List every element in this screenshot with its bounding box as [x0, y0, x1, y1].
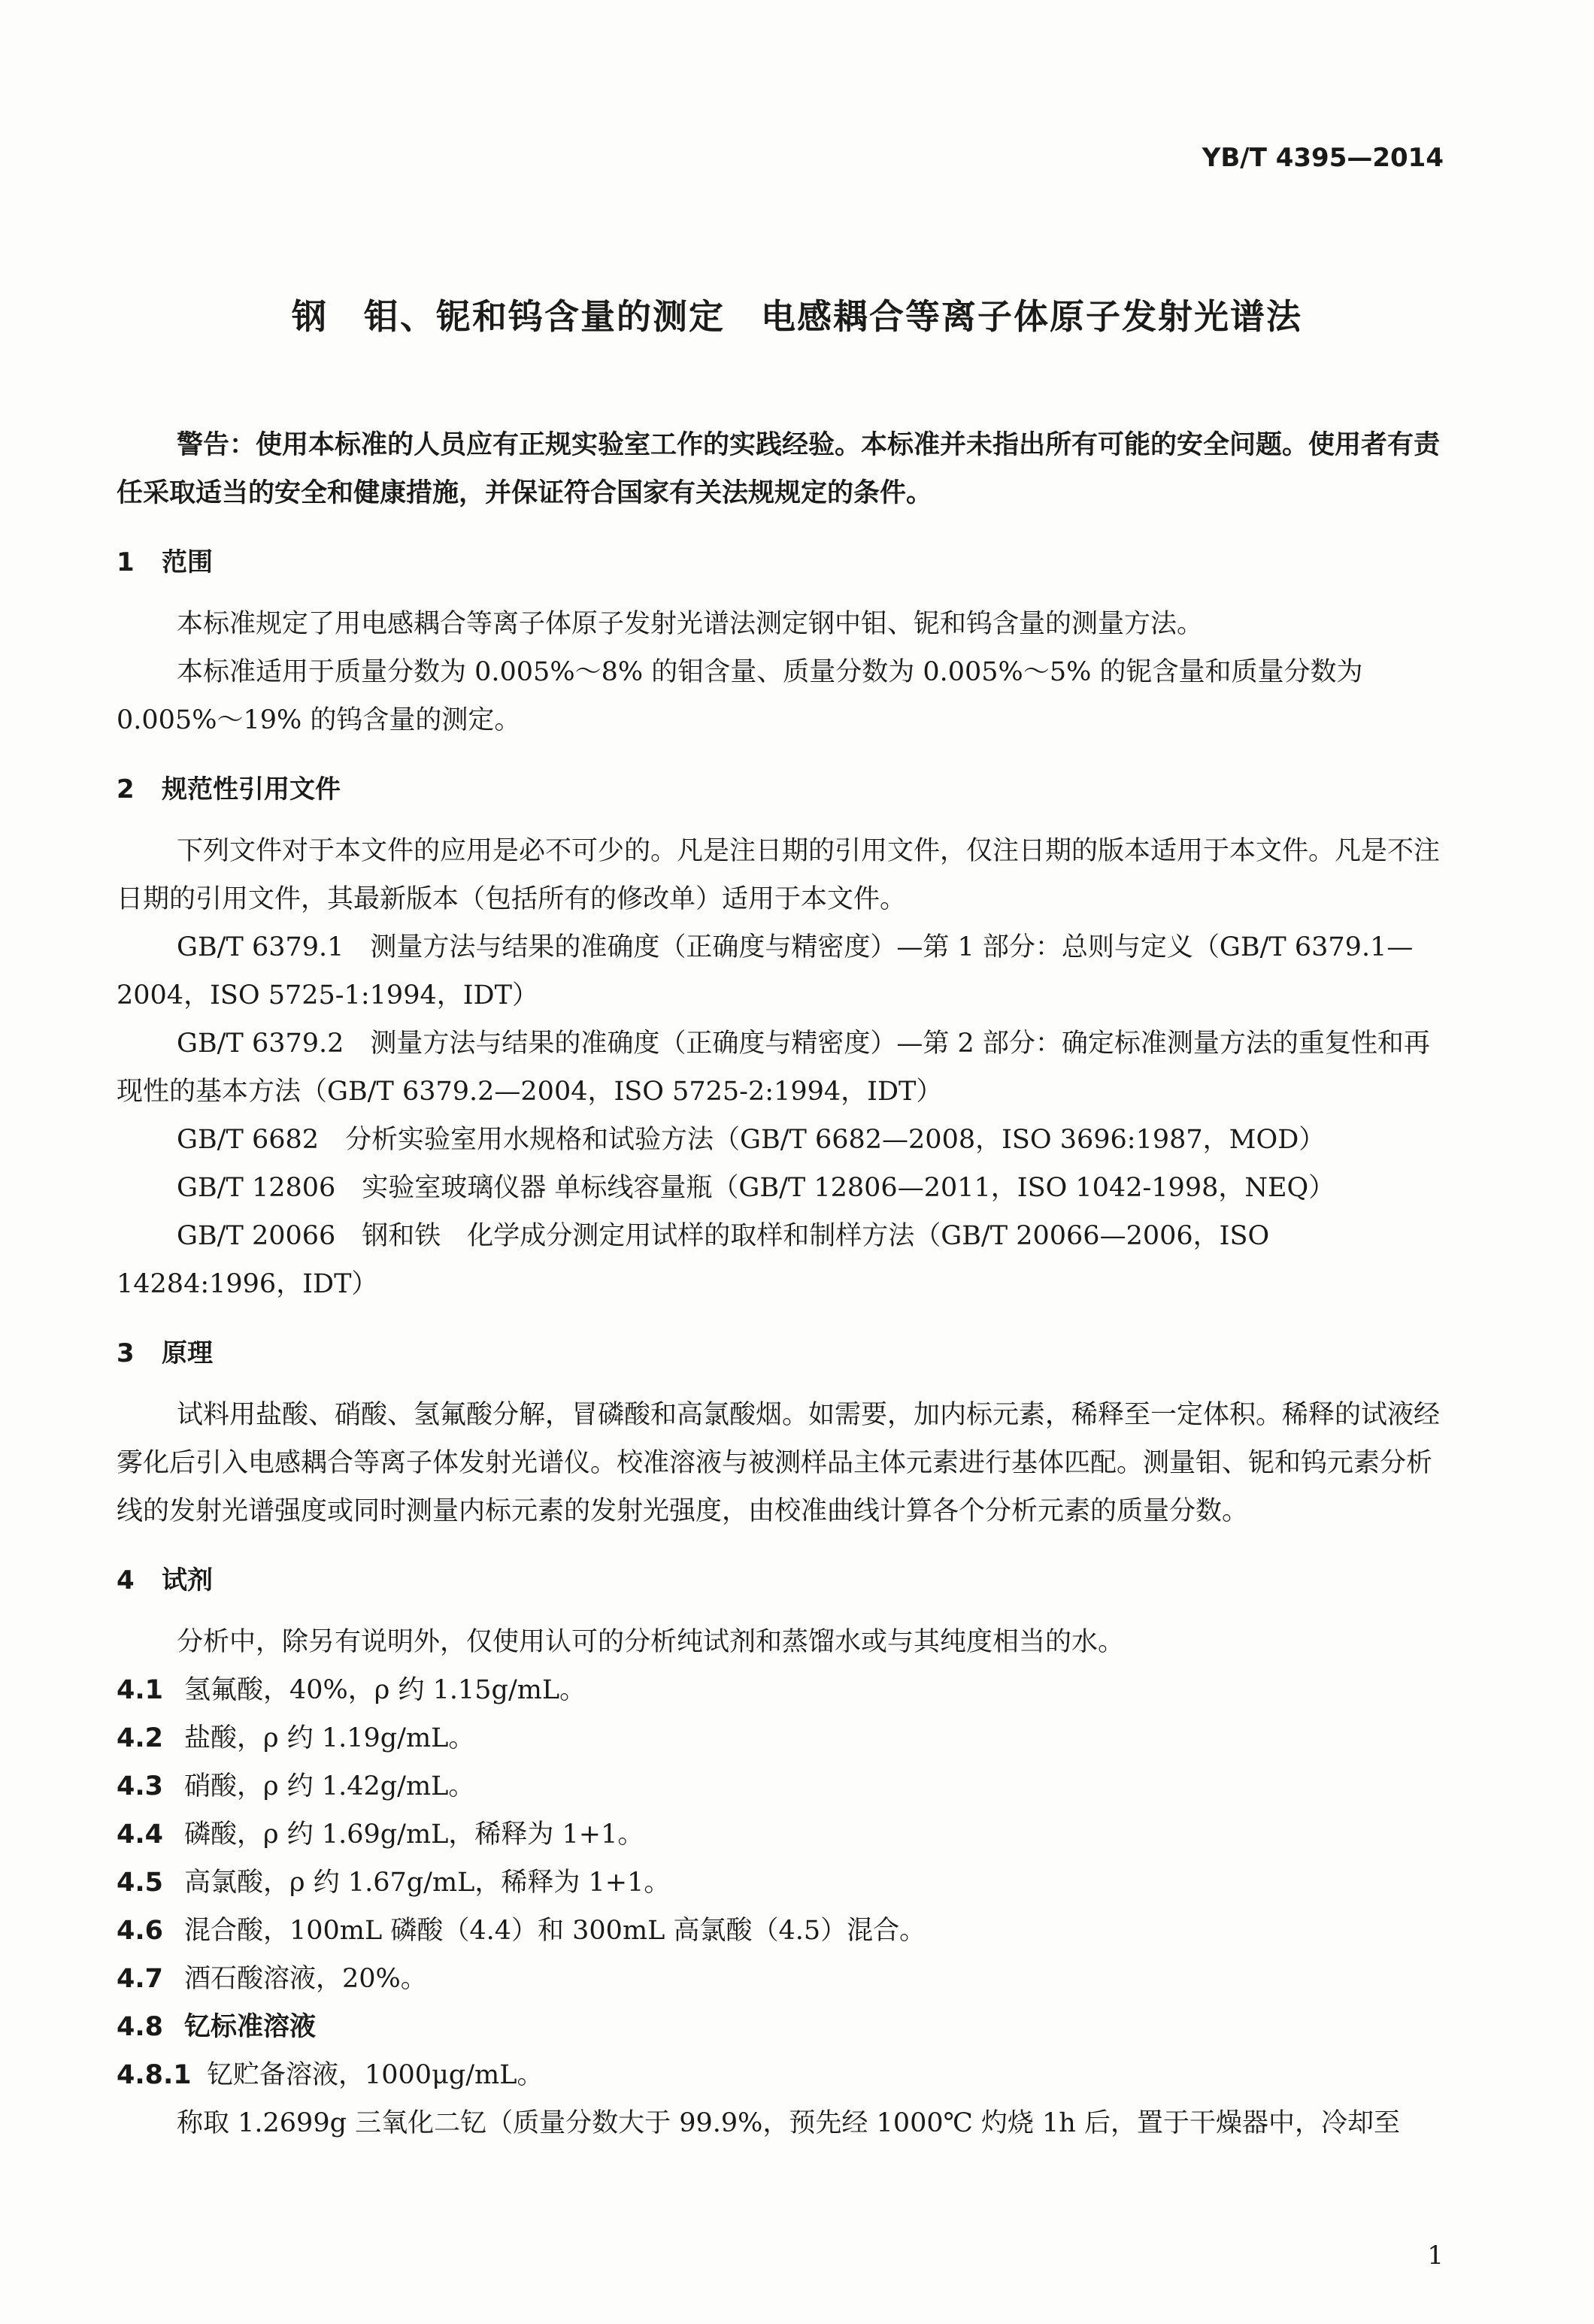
section-heading-reagents: [117, 1556, 1444, 1604]
item-number: 4.1: [117, 1675, 164, 1705]
item-text: 钇贮备溶液，1000μg/mL。: [207, 2060, 544, 2090]
document-body: [117, 421, 1444, 2147]
section-title: 范围: [162, 547, 213, 577]
reagents-intro: 分析中，除另有说明外，仅使用认可的分析纯试剂和蒸馏水或与其纯度相当的水。: [177, 1627, 1125, 1657]
document-title: 钢 钼、铌和钨含量的测定 电感耦合等离子体原子发射光谱法: [292, 296, 1302, 337]
page-number: 1: [1427, 2241, 1444, 2271]
reagent-item: [117, 2051, 1444, 2099]
item-text: 酒石酸溶液，20%。: [184, 1964, 427, 1994]
section-title: 试剂: [162, 1565, 213, 1595]
section-heading-principle: [117, 1329, 1444, 1377]
section-heading-scope: [117, 538, 1444, 586]
reagent-item: [117, 1907, 1444, 1955]
item-number: 4.6: [117, 1916, 164, 1946]
warning-paragraph: 警告：使用本标准的人员应有正规实验室工作的实践经验。本标准并未指出所有可能的安全问题。使用者有责任采取适当的安全和健康措施，并保证符合国家有关法规规定的条件。: [117, 429, 1441, 508]
item-number: 4.3: [117, 1771, 164, 1801]
item-text: 钇标准溶液: [184, 2011, 317, 2042]
reference-item: GB/T 20066 钢和铁 化学成分测定用试样的取样和制样方法（GB/T 20066—2006，ISO 14284:1996，IDT）: [117, 1221, 1270, 1299]
reagent-item: [117, 1762, 1444, 1810]
section-title: 原理: [162, 1338, 213, 1368]
reagent-item: [117, 1714, 1444, 1762]
normative-intro: 下列文件对于本文件的应用是必不可少的。凡是注日期的引用文件，仅注日期的版本适用于本文件。凡是不注日期的引用文件，其最新版本（包括所有的修改单）适用于本文件。: [117, 836, 1441, 914]
section-number: 3: [117, 1338, 135, 1368]
reagent-item: [117, 1810, 1444, 1859]
reference-item: GB/T 12806 实验室玻璃仪器 单标线容量瓶（GB/T 12806—2011，ISO 1042-1998，NEQ）: [177, 1173, 1335, 1203]
section-title: 规范性引用文件: [162, 774, 341, 804]
item-text: 磷酸，ρ 约 1.69g/mL，稀释为 1+1。: [184, 1820, 644, 1850]
item-text: 氢氟酸，40%，ρ 约 1.15g/mL。: [184, 1675, 586, 1705]
reference-item: GB/T 6379.2 测量方法与结果的准确度（正确度与精密度）—第 2 部分：确定标准测量方法的重复性和再现性的基本方法（GB/T 6379.2—2004，ISO 5725-2:1994，IDT）: [117, 1029, 1430, 1107]
item-number: 4.5: [117, 1868, 164, 1898]
section-number: 2: [117, 774, 135, 804]
item-number: 4.4: [117, 1820, 164, 1850]
item-number: 4.8: [117, 2012, 164, 2042]
item-number: 4.8.1: [117, 2060, 192, 2090]
scope-paragraph-1: 本标准规定了用电感耦合等离子体原子发射光谱法测定钢中钼、铌和钨含量的测量方法。: [177, 609, 1204, 639]
reagent-item: [117, 1955, 1444, 2003]
principle-paragraph: 试料用盐酸、硝酸、氢氟酸分解，冒磷酸和高氯酸烟。如需要，加内标元素，稀释至一定体积。稀释的试液经雾化后引入电感耦合等离子体发射光谱仪。校准溶液与被测样品主体元素进行基体匹配。测量钼、铌和钨元素分析线的发射光谱强度或同时测量内标元素的发射光强度，由校准曲线计算各个分析元素的质量分数。: [117, 1400, 1441, 1526]
item-text: 混合酸，100mL 磷酸（4.4）和 300mL 高氯酸（4.5）混合。: [184, 1916, 926, 1946]
scope-paragraph-2: 本标准适用于质量分数为 0.005%～8% 的钼含量、质量分数为 0.005%～5% 的铌含量和质量分数为 0.005%～19% 的钨含量的测定。: [117, 657, 1363, 735]
item-number: 4.2: [117, 1723, 164, 1753]
reagent-item: [117, 1666, 1444, 1714]
item-text: 硝酸，ρ 约 1.42g/mL。: [184, 1771, 475, 1801]
reagent-subheading: [117, 2003, 1444, 2051]
yttrium-prep-paragraph: 称取 1.2699g 三氧化二钇（质量分数大于 99.9%，预先经 1000℃ 灼烧 1h 后，置于干燥器中，冷却至: [177, 2108, 1400, 2138]
item-number: 4.7: [117, 1964, 164, 1994]
reagent-item: [117, 1859, 1444, 1907]
standard-code: YB/T 4395—2014: [1202, 143, 1444, 173]
section-number: 4: [117, 1565, 135, 1595]
reference-item: GB/T 6682 分析实验室用水规格和试验方法（GB/T 6682—2008，ISO 3696:1987，MOD）: [177, 1125, 1326, 1155]
section-number: 1: [117, 547, 135, 577]
section-heading-normative: [117, 765, 1444, 814]
item-text: 高氯酸，ρ 约 1.67g/mL，稀释为 1+1。: [184, 1868, 671, 1898]
item-text: 盐酸，ρ 约 1.19g/mL。: [184, 1723, 475, 1753]
reference-item: GB/T 6379.1 测量方法与结果的准确度（正确度与精密度）—第 1 部分：总则与定义（GB/T 6379.1—2004，ISO 5725-1:1994，IDT）: [117, 932, 1414, 1011]
